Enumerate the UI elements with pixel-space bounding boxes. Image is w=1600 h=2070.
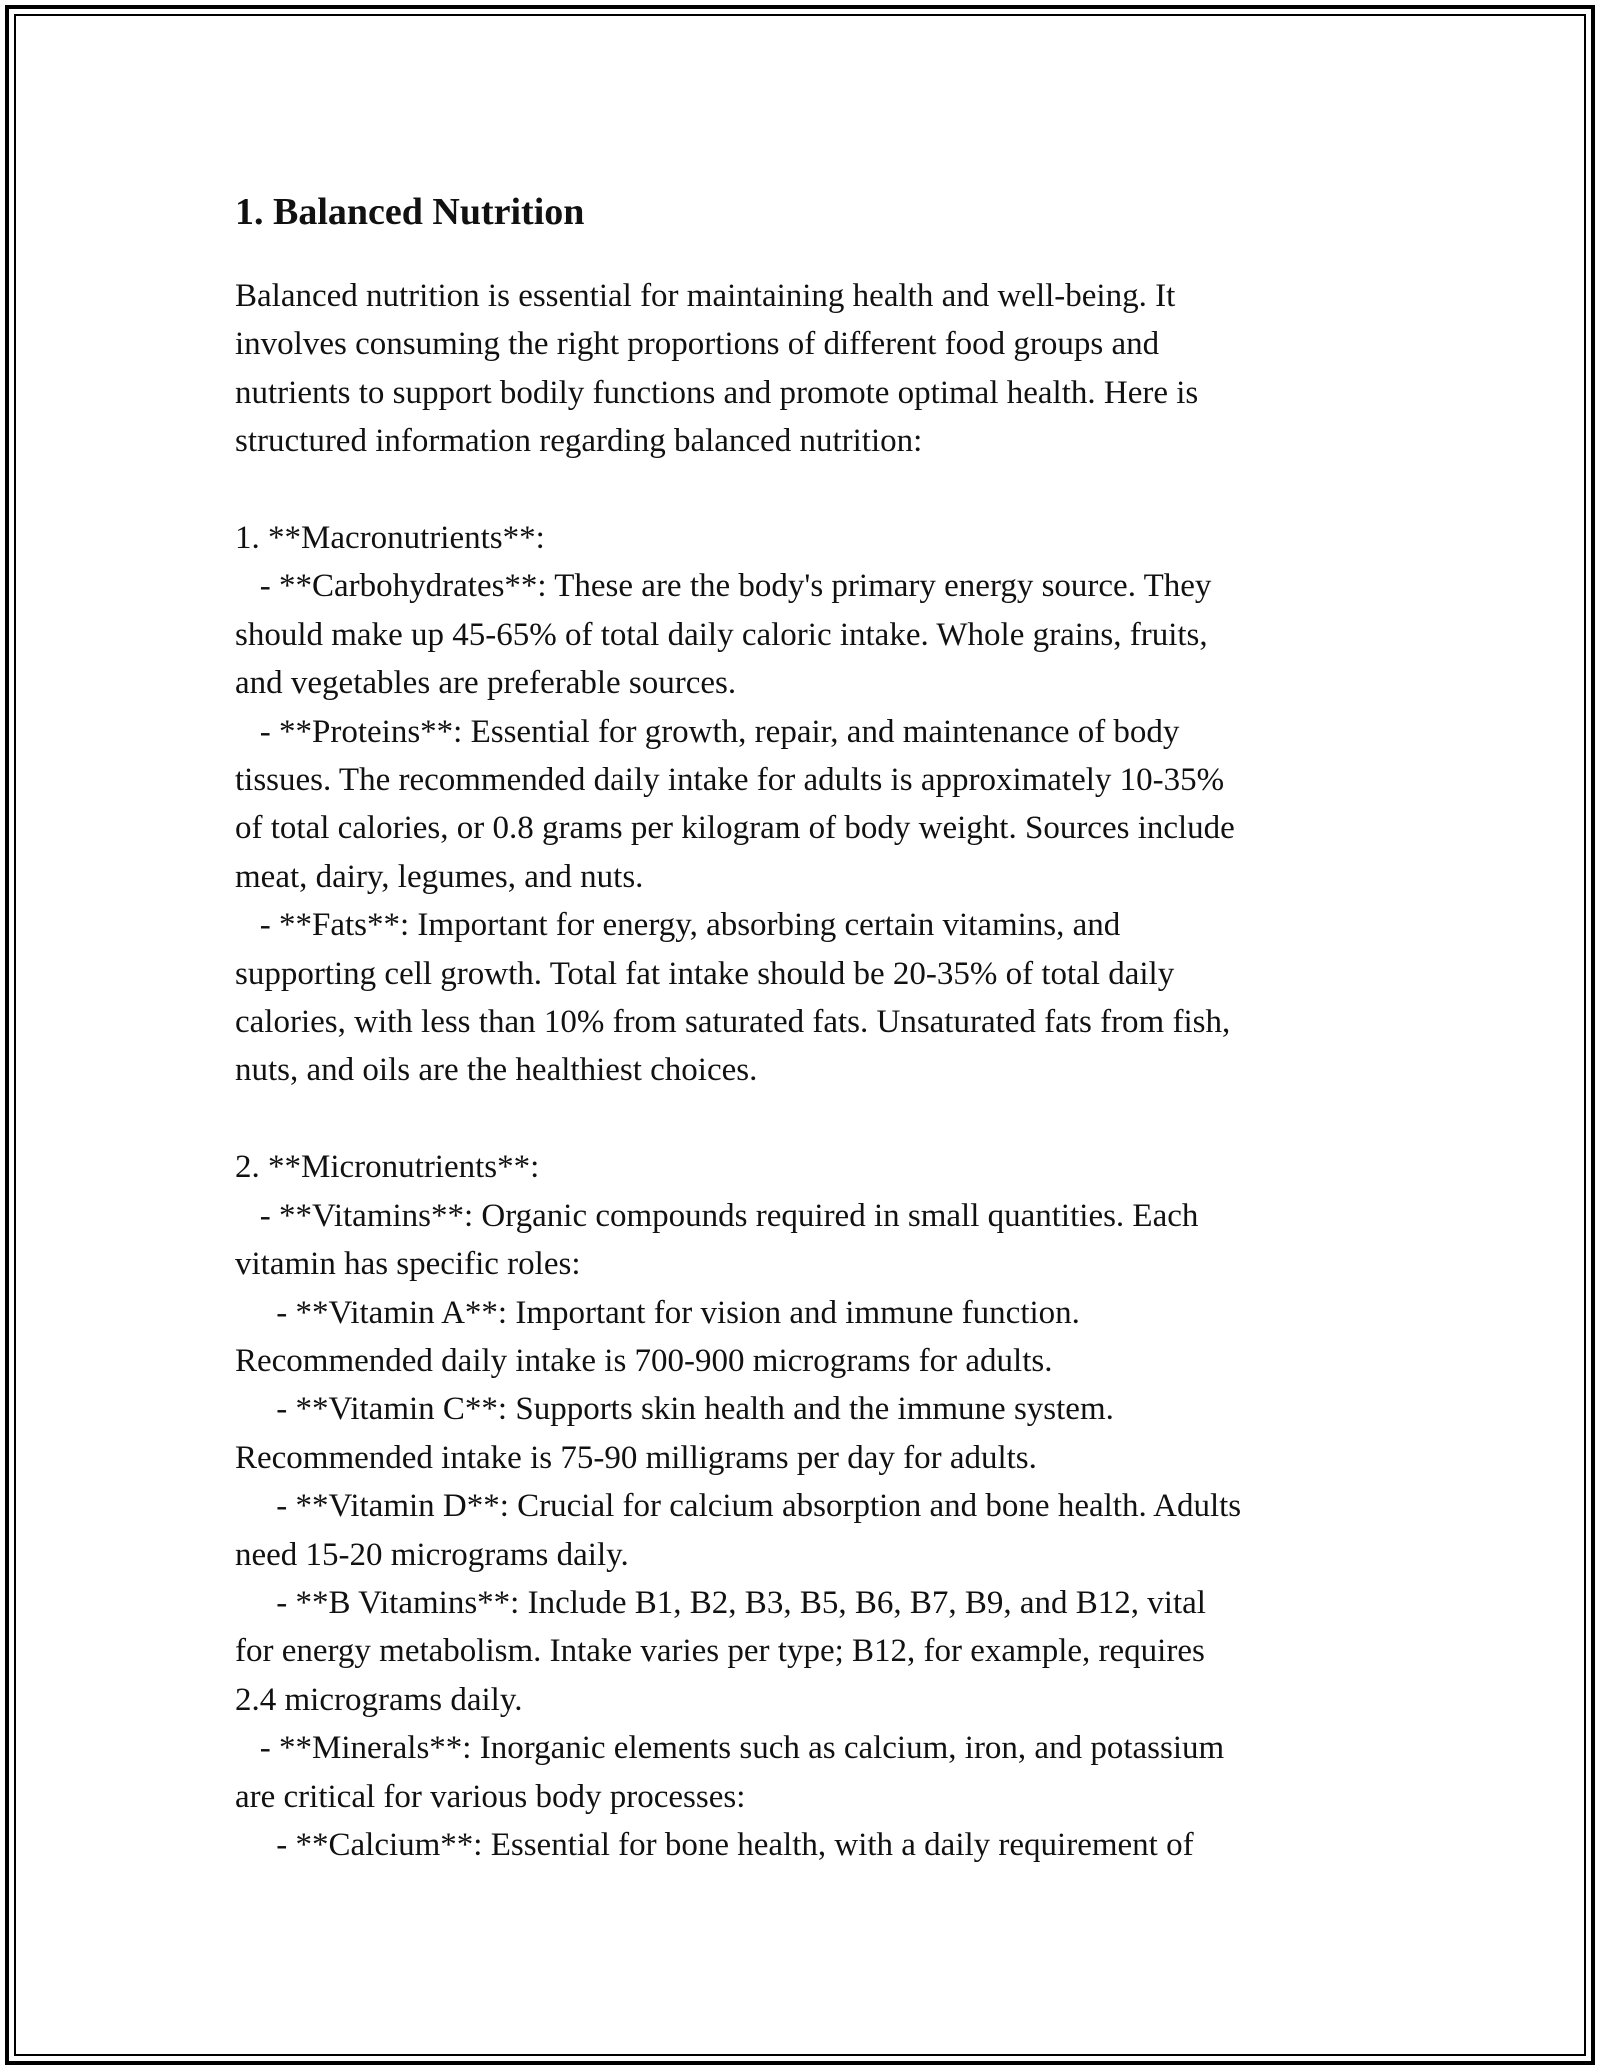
text-line: supporting cell growth. Total fat intake should be 20-35% of total daily: [235, 955, 1175, 992]
text-line: - **Vitamin A**: Important for vision and immune function.: [235, 1294, 1080, 1331]
text-line: - **Proteins**: Essential for growth, repair, and maintenance of body: [235, 713, 1180, 750]
text-line: - **Fats**: Important for energy, absorbing certain vitamins, and: [235, 907, 1121, 944]
text-line: structured information regarding balanced nutrition:: [235, 423, 923, 460]
text-line: nuts, and oils are the healthiest choices.: [235, 1052, 758, 1089]
blank-line: [235, 466, 1370, 514]
text-line: - **Vitamins**: Organic compounds required in small quantities. Each: [235, 1197, 1199, 1234]
text-line: 1. **Macronutrients**:: [235, 520, 545, 557]
text-line: should make up 45-65% of total daily caloric intake. Whole grains, fruits,: [235, 616, 1208, 653]
text-line: involves consuming the right proportions of different food groups and: [235, 326, 1160, 363]
text-line: meat, dairy, legumes, and nuts.: [235, 858, 644, 895]
text-line: - **Calcium**: Essential for bone health, with a daily requirement of: [235, 1826, 1194, 1863]
text-line: need 15-20 micrograms daily.: [235, 1536, 629, 1573]
text-line: - **Carbohydrates**: These are the body's primary energy source. They: [235, 568, 1212, 605]
document-body: [235, 272, 1370, 1869]
text-line: 2.4 micrograms daily.: [235, 1681, 523, 1718]
text-line: and vegetables are preferable sources.: [235, 665, 737, 702]
text-line: Recommended intake is 75-90 milligrams per day for adults.: [235, 1439, 1037, 1476]
text-line: calories, with less than 10% from saturated fats. Unsaturated fats from fish,: [235, 1004, 1231, 1041]
text-line: - **Vitamin D**: Crucial for calcium absorption and bone health. Adults: [235, 1488, 1242, 1525]
text-line: of total calories, or 0.8 grams per kilogram of body weight. Sources include: [235, 810, 1235, 847]
section-heading: 1. Balanced Nutrition: [235, 191, 585, 233]
text-line: Recommended daily intake is 700-900 micrograms for adults.: [235, 1342, 1053, 1379]
text-line: - **B Vitamins**: Include B1, B2, B3, B5, B6, B7, B9, and B12, vital: [235, 1584, 1206, 1621]
text-line: nutrients to support bodily functions and promote optimal health. Here is: [235, 374, 1199, 411]
document-content: [235, 186, 1370, 1869]
text-line: vitamin has specific roles:: [235, 1246, 581, 1283]
text-line: 2. **Micronutrients**:: [235, 1149, 540, 1186]
text-line: - **Minerals**: Inorganic elements such as calcium, iron, and potassium: [235, 1730, 1225, 1767]
blank-line: [235, 1095, 1370, 1143]
text-line: - **Vitamin C**: Supports skin health and the immune system.: [235, 1391, 1114, 1428]
text-line: are critical for various body processes:: [235, 1778, 746, 1815]
text-line: tissues. The recommended daily intake for adults is approximately 10-35%: [235, 762, 1225, 799]
text-line: for energy metabolism. Intake varies per type; B12, for example, requires: [235, 1633, 1205, 1670]
text-line: Balanced nutrition is essential for maintaining health and well-being. It: [235, 278, 1176, 314]
